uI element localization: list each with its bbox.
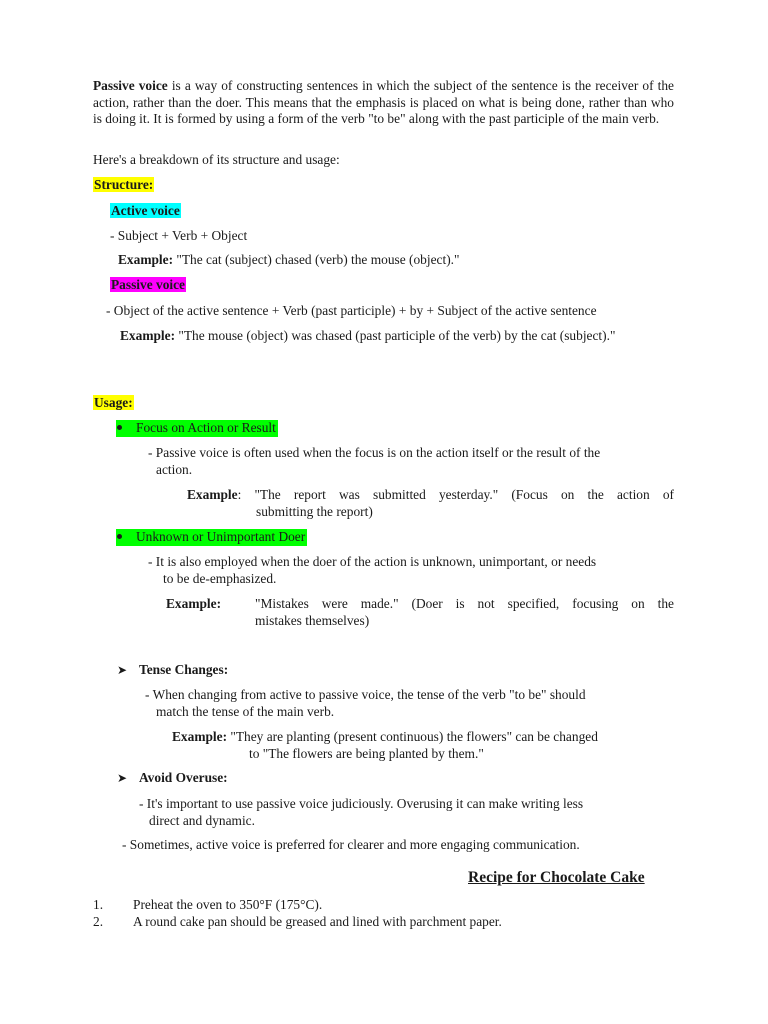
usage-item-2 [116,529,307,546]
recipe-title [468,870,645,887]
passive-voice-label [110,277,186,294]
arrow-bullet-icon: ➤ [117,771,128,785]
active-example-label: Example: [118,252,174,267]
recipe-step-1-text: Preheat the oven to 350°F (175°C). [133,897,323,912]
intro-text: is a way of constructing sentences in which the subject of the sentence is the receiver of the action, rather than the doer. This means that the emphasis is placed on what is being done, rather than who is doing it. It is formed by using a form of the verb "to be" along with the past participle of the main verb. [93,78,674,126]
usage-heading [93,395,134,412]
usage-item-2-desc [148,554,674,587]
recipe-title-text: Recipe for Chocolate Cake [468,869,645,886]
usage-item-2-desc-rest: to be de-emphasized. [163,570,277,586]
breakdown-line: Here's a breakdown of its structure and usage: [93,152,340,167]
tense-heading [117,662,228,679]
usage-item-1-example-rest: submitting the report) [256,503,373,519]
overuse-heading-text: Avoid Overuse: [139,770,228,785]
tense-example-label: Example: [172,729,228,744]
arrow-bullet-icon: ➤ [117,663,128,677]
usage-item-2-example-rest: mistakes themselves) [255,612,370,628]
usage-item-2-example [166,596,674,629]
usage-item-1-label: Focus on Action or Result [136,420,276,435]
passive-voice-formula: - Object of the active sentence + Verb (past participle) + by + Subject of the active sentence [106,303,597,318]
usage-item-2-label: Unknown or Unimportant Doer [136,529,306,544]
overuse-desc-rest: direct and dynamic. [149,812,255,828]
passive-example-label: Example: [120,328,176,343]
tense-example-rest: to "The flowers are being planted by them." [249,745,484,761]
active-voice-label [110,203,181,220]
passive-example-text: "The mouse (object) was chased (past participle of the verb) by the cat (subject)." [175,328,616,343]
usage-item-1-example [187,487,674,520]
usage-item-2-example-text: "Mistakes were made." (Doer is not specified, focusing on the [255,596,674,611]
recipe-step-1 [93,897,322,914]
usage-heading-text: Usage: [94,395,133,410]
passive-voice-label-text: Passive voice [111,277,186,292]
intro-paragraph [93,78,674,128]
round-bullet-icon [117,534,122,539]
recipe-step-2 [93,914,502,931]
usage-item-1-example-text: : "The report was submitted yesterday." (Focus on the action of [237,487,674,502]
usage-item-1-desc [148,445,674,478]
active-voice-formula: - Subject + Verb + Object [110,228,248,243]
usage-item-2-desc-first: - It is also employed when the doer of the action is unknown, unimportant, or needs [148,554,597,569]
usage-item-1 [116,420,278,437]
tense-desc [145,687,674,720]
usage-item-1-example-label: Example [187,487,238,502]
usage-item-1-desc-rest: action. [156,461,193,477]
structure-heading [93,177,154,194]
round-bullet-icon [117,425,122,430]
recipe-step-2-num: 2. [93,914,104,929]
overuse-heading [117,770,228,787]
overuse-desc-first: - It's important to use passive voice judiciously. Overusing it can make writing less [139,796,584,811]
passive-voice-example [110,328,674,345]
active-example-text: "The cat (subject) chased (verb) the mouse (object)." [173,252,460,267]
recipe-step-2-text: A round cake pan should be greased and lined with parchment paper. [133,914,502,929]
tense-desc-first: - When changing from active to passive voice, the tense of the verb "to be" should [145,687,586,702]
tense-example [172,729,674,762]
intro-term: Passive voice [93,78,168,93]
tense-desc-rest: match the tense of the main verb. [156,703,335,719]
active-voice-label-text: Active voice [111,203,180,218]
tense-example-text: "They are planting (present continuous) the flowers" can be changed [227,729,598,744]
overuse-note: - Sometimes, active voice is preferred for clearer and more engaging communication. [122,837,580,852]
structure-heading-text: Structure: [94,177,154,192]
overuse-desc [139,796,674,829]
usage-item-1-desc-first: - Passive voice is often used when the focus is on the action itself or the result of the [148,445,601,460]
tense-heading-text: Tense Changes: [139,662,229,677]
recipe-step-1-num: 1. [93,897,104,912]
active-voice-example [118,252,459,269]
usage-item-2-example-label: Example: [166,596,222,611]
